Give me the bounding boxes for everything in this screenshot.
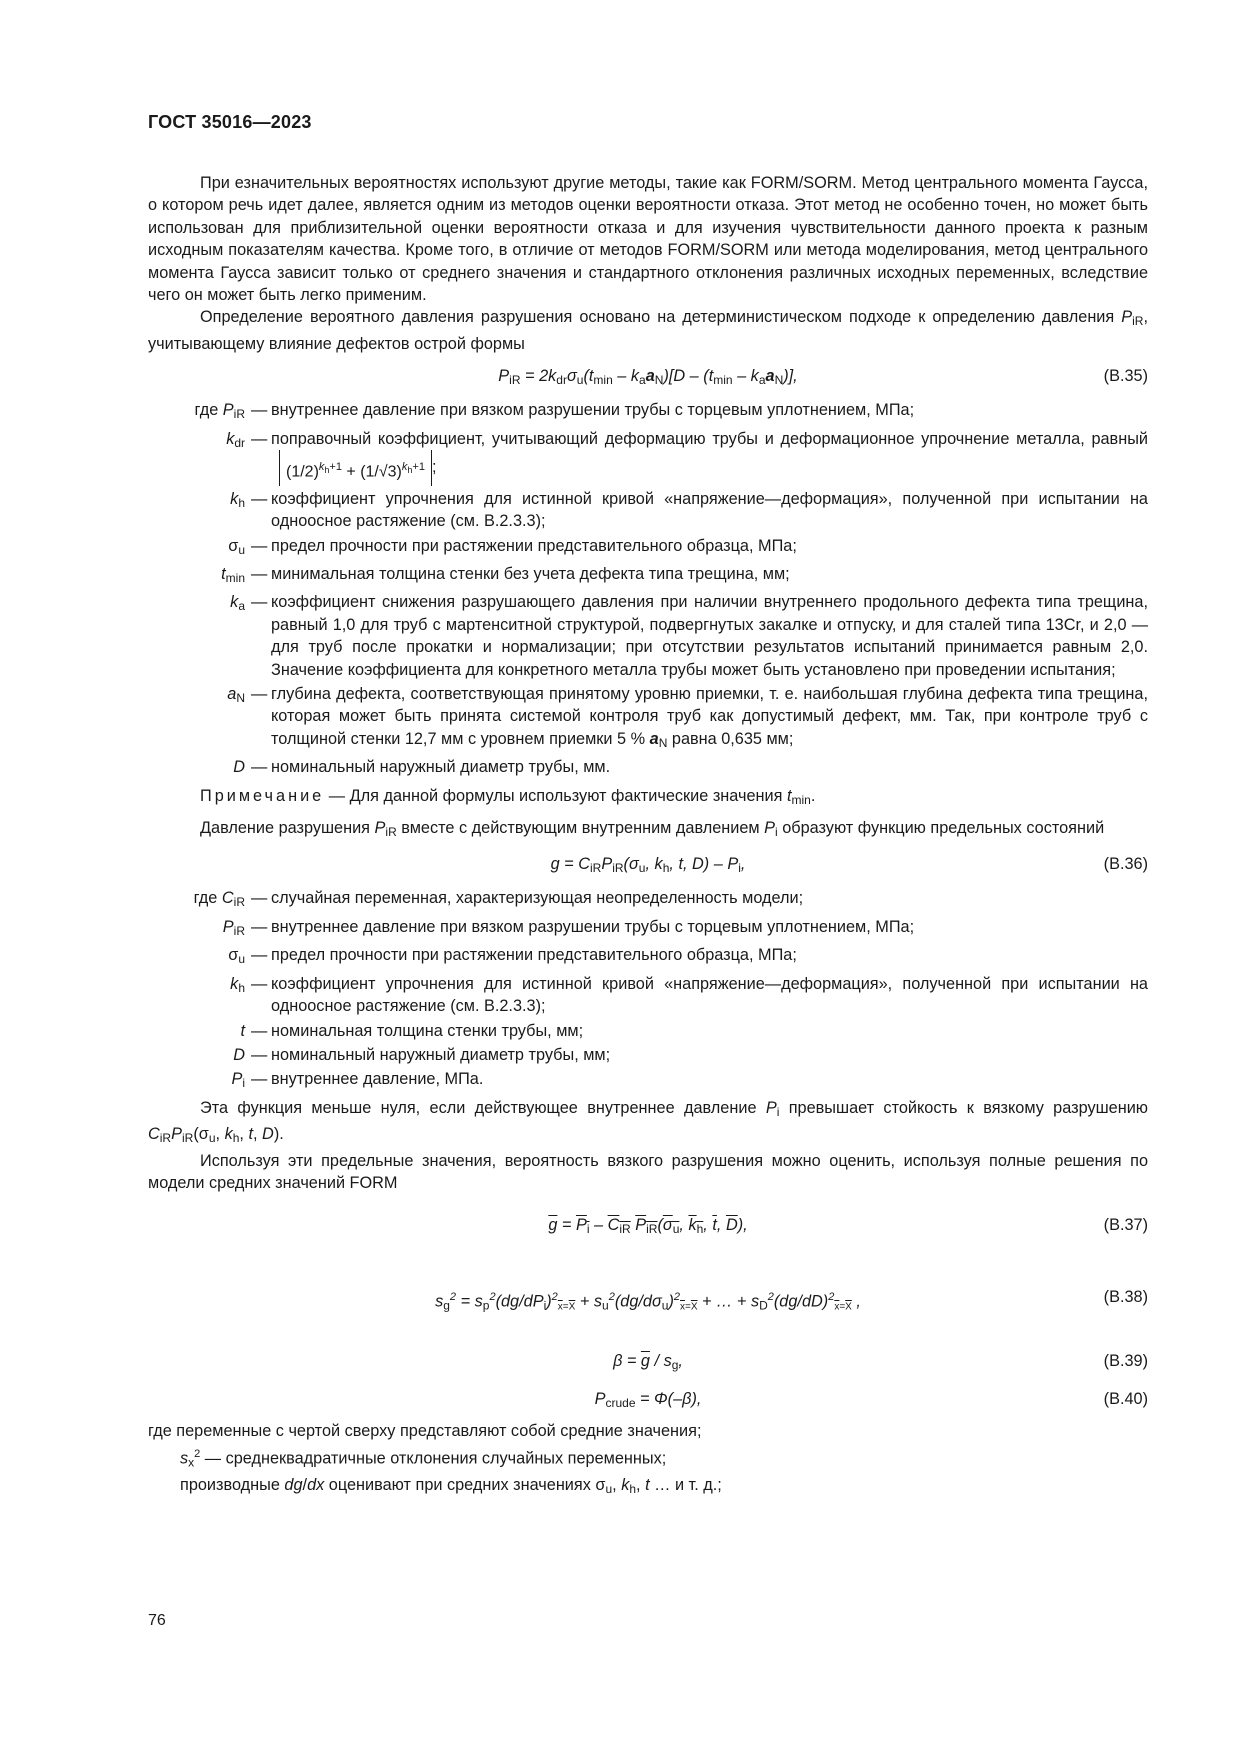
paragraph-function: Эта функция меньше нуля, если действующее внутреннее давление $P_i$ превышает стойкость к вязкому разрушению $C_{iR}P_{iR}(\sigma_u$, $k_h$, t, D). (148, 1098, 1149, 1146)
equation-b37: $\overline{g} = P_i - C_{iR}$ $P_{iR}(\sigma_u$, $k_h$, $\overline{t}$, $\overline{D}$), (B.37) (548, 1216, 1148, 1237)
definitions-list-2 (148, 887, 1148, 1094)
equation-number: (B.37) (1103, 1216, 1148, 1235)
definition-item: D — номинальный наружный диаметр трубы, мм. (233, 758, 611, 777)
paragraph-definition: Определение вероятного давления разрушения основано на детерминистическом подходе к определению давления $P_{iR}$, учитывающему влияние дефектов острой формы (148, 308, 1148, 353)
equation-number: (B.38) (1103, 1288, 1148, 1307)
equation-number: (B.35) (1103, 367, 1148, 386)
definition-item: $\sigma_u$ — предел прочности при растяжении представительного образца, МПа; (228, 536, 797, 557)
equation-b38: $s_g^2 = s_p^2(dg/dP_i)^2_{\overline{x}=\overline{X}} + s_u^2(dg/d\sigma_u)^2_{\overline{x}=\overline{X}}$ + … + $s_D^2(dg/dD)^2_{\overline{x}=\overline{X}}$ , (B.38) (435, 1288, 1148, 1313)
definition-item: $P_i$ — внутреннее давление, МПа. (231, 1070, 484, 1091)
definition-item: $k_h$ — коэффициент упрочнения для истинной кривой «напряжение—деформация», полученной при испытании на одноосное растяжение (см. B.2.3.3); (230, 974, 1148, 1016)
definition-item: $k_{dr}$ — поправочный коэффициент, учитывающий деформацию трубы и деформационное упрочнение металла, равный $(1/2)^{k_h+1} + (1/√3)^{k_h+1}$ ; (148, 428, 1148, 486)
equation-number: (B.39) (1103, 1352, 1148, 1371)
paragraph-limit-state: Давление разрушения $P_{iR}$ вместе с действующим внутренним давлением $P_i$ образуют функцию предельных состояний (200, 819, 1105, 840)
definition-item: t — номинальная толщина стенки трубы, мм; (240, 1021, 584, 1040)
formula-kdr: $(1/2)^{k_h+1} + (1/√3)^{k_h+1}$ (279, 450, 432, 486)
paragraph-form: Используя эти предельные значения, вероятность вязкого разрушения можно оценить, используя полные решения по модели средних значений FORM (148, 1151, 1148, 1192)
page-number: 76 (148, 1612, 166, 1629)
equation-number: (B.36) (1103, 855, 1148, 874)
paragraph-intro: При езначительных вероятностях используют другие методы, такие как FORM/SORM. Метод центрального момента Гаусса, о котором речь идет далее, является одним из методов оценки вероятности отказа. Этот метод не особенно точен, но может быть использован для приблизительной оценки вероятности отказа и для изучения чувствительности данного проекта к разным исходным показателям качества. Кроме того, в отличие от методов FORM/SORM или метода моделирования, метод центрального момента Гаусса зависит только от среднего значения и стандартного отклонения различных исходных переменных, вследствие чего он может быть легко применим. (148, 174, 1148, 305)
equation-b36: $g = C_{iR}P_{iR}(\sigma_u$, $k_h$, t, $D) - P_i$, (B.36) (550, 855, 1148, 876)
definition-item: $P_{iR}$ — внутреннее давление при вязком разрушении трубы с торцевым уплотнением, МПа; (222, 917, 915, 938)
definition-item: $\sigma_u$ — предел прочности при растяжении представительного образца, МПа; (228, 946, 797, 967)
standard-header: ГОСТ 35016—2023 (148, 112, 312, 132)
definition-item: где $C_{iR}$ — случайная переменная, характеризующая неопределенность модели; (193, 889, 804, 910)
definition-item: $k_h$ — коэффициент упрочнения для истинной кривой «напряжение—деформация», полученной при испытании на одноосное растяжение (см. B.2.3.3); (230, 489, 1148, 531)
definition-item: где $P_{iR}$ — внутреннее давление при вязком разрушении трубы с торцевым уплотнением, МПа; (194, 401, 915, 422)
paragraph-derivatives: производные dg/dx оценивают при средних значениях $\sigma_u$, $k_h$, t … и т. д.; (180, 1475, 722, 1496)
definitions-list-1 (148, 399, 1148, 778)
equation-b40: $P_{crude} = \Phi(-\beta)$, (B.40) (594, 1390, 1148, 1411)
equation-number: (B.40) (1103, 1390, 1148, 1409)
paragraph-bar-means: где переменные с чертой сверху представляют собой средние значения; (148, 1422, 702, 1441)
note: Примечание — Для данной формулы используют фактические значения $t_{min}$. (200, 786, 816, 807)
equation-b35: $P_{iR} = 2k_{dr}\sigma_u(t_{min} - k_aa_N)[D - (t_{min} - k_aa_N)]$, (B.35) (498, 367, 1148, 388)
definition-item: $k_a$ — коэффициент снижения разрушающего давления при наличии внутреннего продольного дефекта типа трещина, равный 1,0 для труб с мартенситной структурой, подвергнутых закалке и отпуску, и для сталей типа 13Cr, и 2,0 — для труб после прокатки и нормализации; при отсутствии результатов испытаний принимается равным 2,0. Значение коэффициента для конкретного металла трубы может быть установлено при проведении испытания; (230, 593, 1148, 679)
paragraph-sx: $s_x^2$ — среднеквадратичные отклонения случайных переменных; (180, 1447, 667, 1470)
definition-item: $t_{min}$ — минимальная толщина стенки без учета дефекта типа трещина, мм; (221, 565, 790, 586)
definition-item: D — номинальный наружный диаметр трубы, мм; (233, 1045, 611, 1064)
definition-item: $a_N$ — глубина дефекта, соответствующая принятому уровню приемки, т. е. наибольшая глубина дефекта типа трещина, которая может быть принята системой контроля труб как допустимый дефект, мм. Так, при контроле труб с толщиной стенки 12,7 мм с уровнем приемки 5 % $a_N$ равна 0,635 мм; (227, 685, 1148, 750)
page-content (148, 172, 1148, 1500)
equation-b39: $\beta = \overline{g} / s_g$, (B.39) (613, 1352, 1148, 1373)
